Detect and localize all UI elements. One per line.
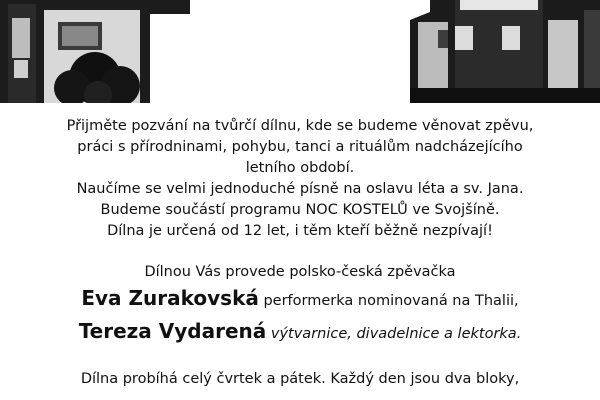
spacer bbox=[0, 242, 600, 262]
person-name: Tereza Vydarená bbox=[78, 319, 267, 343]
person-name: Eva Zurakovská bbox=[81, 286, 259, 310]
invitation-text bbox=[0, 116, 600, 390]
spacer bbox=[0, 349, 600, 369]
person-role: performerka nominovaná na Thalii, bbox=[263, 293, 519, 309]
person-role: výtvarnice, divadelnice a lektorka. bbox=[270, 326, 522, 342]
intro-line: práci s přírodninami, pohybu, tanci a rituálům nadcházejícího bbox=[77, 139, 523, 155]
header-photo bbox=[0, 0, 600, 103]
church-photo bbox=[0, 0, 600, 103]
intro-line: Přijměte pozvání na tvůrčí dílnu, kde se budeme věnovat zpěvu, bbox=[66, 118, 534, 134]
person-line bbox=[0, 283, 600, 316]
intro-line: Naučíme se velmi jednoduché písně na oslavu léta a sv. Jana. bbox=[76, 181, 524, 197]
schedule-line: Dílna probíhá celý čvrtek a pátek. Každý den jsou dva bloky, bbox=[80, 371, 520, 387]
intro-line: Dílna je určená od 12 let, i těm kteří běžně nezpívají! bbox=[107, 223, 493, 239]
intro-line: letního období. bbox=[245, 160, 355, 176]
guides-intro: Dílnou Vás provede polsko-česká zpěvačka bbox=[144, 264, 456, 280]
person-line bbox=[0, 316, 600, 349]
intro-line: Budeme součástí programu NOC KOSTELŮ ve Svojšíně. bbox=[100, 202, 500, 218]
